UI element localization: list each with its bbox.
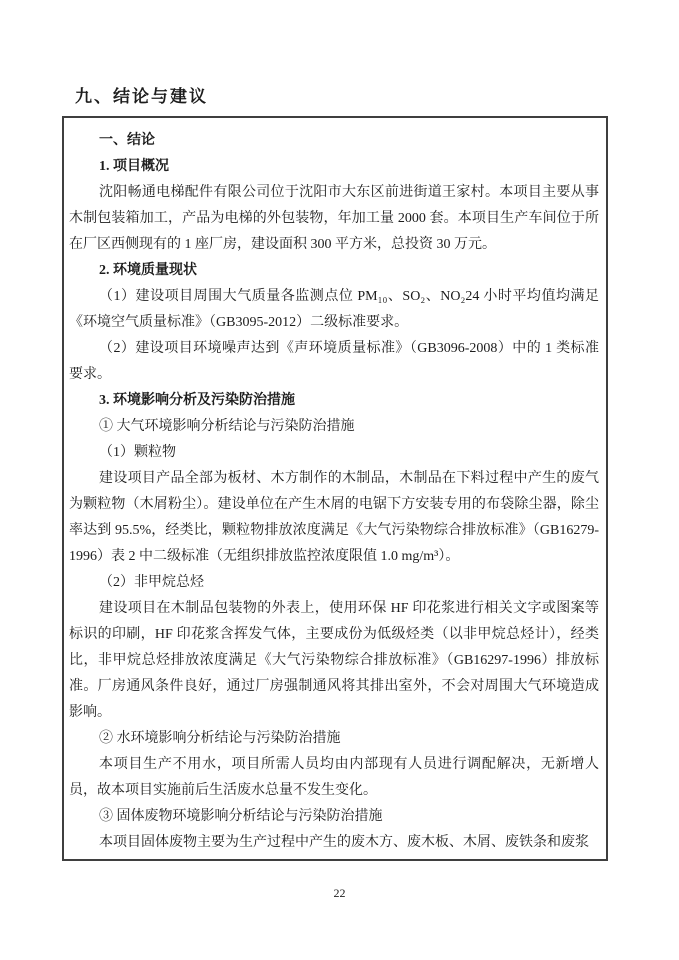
subheading-particulates: （1）颗粒物 <box>99 445 176 460</box>
subheading-water-impact: ② 水环境影响分析结论与污染防治措施 <box>99 731 341 746</box>
paragraph-water-impact: 本项目生产不用水，项目所需人员均由内部现有人员进行调配解决，无新增人员，故本项目实施前后生活废水总量不发生变化。 <box>69 757 599 798</box>
paragraph-solid-waste: 本项目固体废物主要为生产过程中产生的废木方、废木板、木屑、废铁条和废浆 <box>99 835 589 850</box>
heading-env-quality-status: 2. 环境质量现状 <box>99 263 197 278</box>
section-heading-conclusion: 一、结论 <box>99 133 155 148</box>
heading-impact-analysis: 3. 环境影响分析及污染防治措施 <box>99 393 295 408</box>
chapter-title: 九、结论与建议 <box>75 87 208 106</box>
paragraph-project-overview: 沈阳畅通电梯配件有限公司位于沈阳市大东区前进街道王家村。本项目主要从事木制包装箱加工，产品为电梯的外包装物，年加工量 2000 套。本项目生产车间位于所在厂区西侧现有的 1 座厂房，建设面积 300 平方米，总投资 30 万元。 <box>69 185 599 252</box>
paragraph-air-quality: （1）建设项目周围大气质量各监测点位 PM₁₀、SO₂、NO₂24 小时平均值均满足《环境空气质量标准》（GB3095-2012）二级标准要求。 <box>69 289 599 330</box>
paragraph-particulates: 建设项目产品全部为板材、木方制作的木制品，木制品在下料过程中产生的废气为颗粒物（木屑粉尘）。建设单位在产生木屑的电锯下方安装专用的布袋除尘器，除尘率达到 95.5%，经类比，颗粒物排放浓度满足《大气污染物综合排放标准》（GB16279-1996）表 2 中二级标准（无组织排放监控浓度限值 1.0 mg/m³）。 <box>69 471 599 564</box>
heading-project-overview: 1. 项目概况 <box>99 159 169 174</box>
paragraph-nmhc: 建设项目在木制品包装物的外表上，使用环保 HF 印花浆进行相关文字或图案等标识的印刷，HF 印花浆含挥发气体，主要成份为低级烃类（以非甲烷总烃计），经类比，非甲烷总烃排放浓度满足《大气污染物综合排放标准》（GB16297-1996）排放标准。厂房通风条件良好，通过厂房强制通风将其排出室外，不会对周围大气环境造成影响。 <box>69 601 599 720</box>
content-box <box>62 116 608 861</box>
subheading-air-impact: ① 大气环境影响分析结论与污染防治措施 <box>99 419 355 434</box>
page-number: 22 <box>333 886 346 900</box>
subheading-nmhc: （2）非甲烷总烃 <box>99 575 204 590</box>
paragraph-noise-quality: （2）建设项目环境噪声达到《声环境质量标准》（GB3096-2008）中的 1 类标准要求。 <box>69 341 599 382</box>
subheading-solid-waste: ③ 固体废物环境影响分析结论与污染防治措施 <box>99 809 383 824</box>
